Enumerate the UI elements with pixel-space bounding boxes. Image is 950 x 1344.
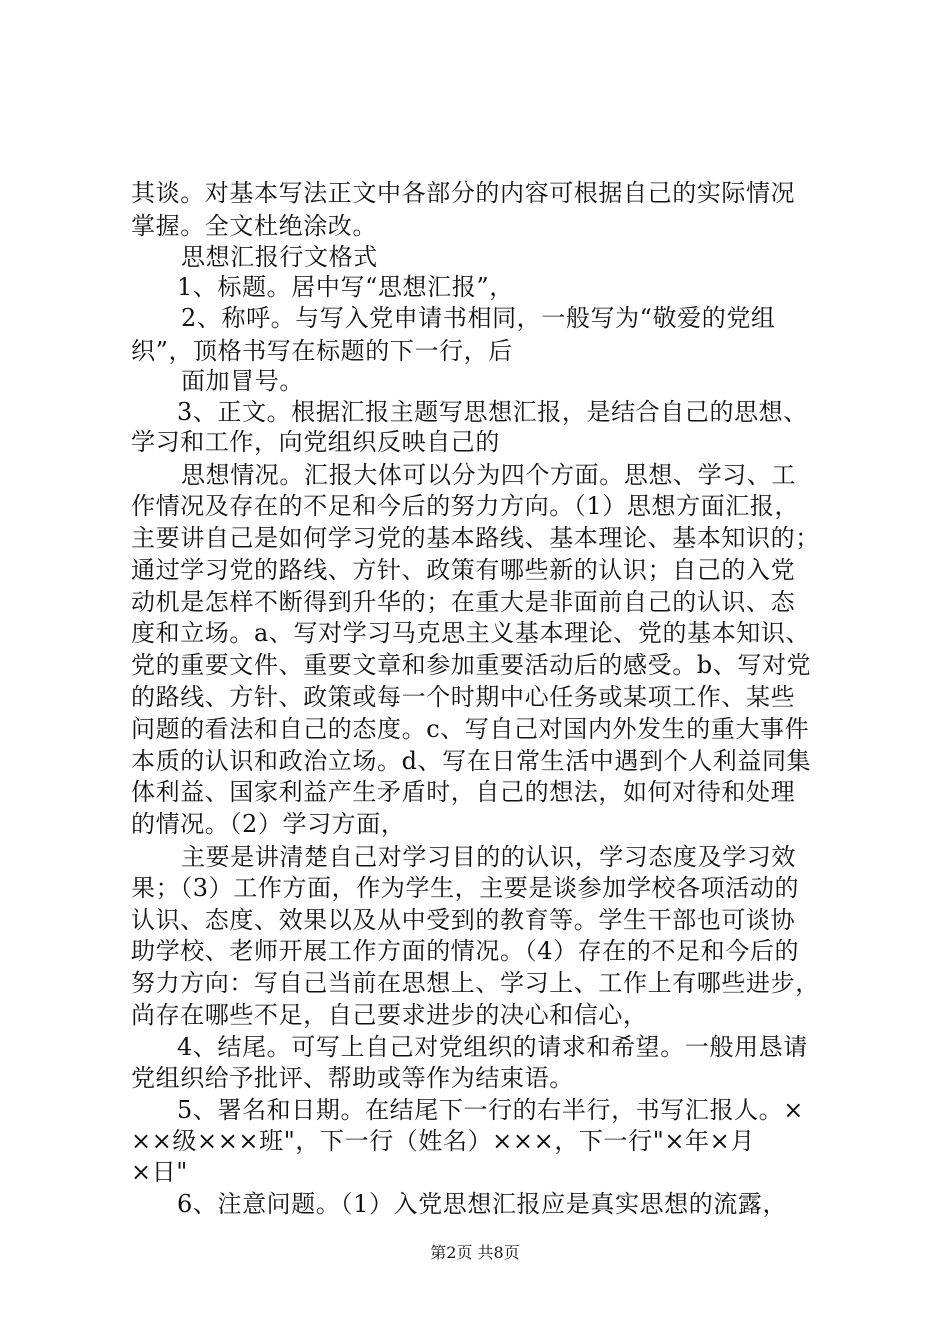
text-line: 其谈。对基本写法正文中各部分的内容可根据自己的实际情况	[131, 179, 796, 207]
section-heading: 思想汇报行文格式	[181, 243, 378, 271]
text-line: 果；（3）工作方面，作为学生，主要是谈参加学校各项活动的	[131, 874, 800, 902]
text-line: 本质的认识和政治立场。d、写在日常生活中遇到个人利益同集	[131, 747, 812, 775]
text-line: 度和立场。a、写对学习马克思主义基本理论、党的基本知识、	[131, 619, 811, 647]
text-line: 努力方向：写自己当前在思想上、学习上、工作上有哪些进步，	[131, 969, 820, 997]
text-line: 4、结尾。可写上自己对党组织的请求和希望。一般用恳请	[177, 1033, 808, 1061]
text-line: 动机是怎样不断得到升华的；在重大是非面前自己的认识、态	[131, 588, 796, 616]
text-line: 党组织给予批评、帮助或等作为结束语。	[131, 1064, 574, 1092]
text-line: 面加冒号。	[181, 367, 304, 395]
text-line: 体利益、国家利益产生矛盾时，自己的想法，如何对待和处理	[131, 778, 796, 806]
text-line: ××级×××班"，下一行（姓名）×××，下一行"×年×月	[131, 1127, 755, 1155]
text-line: 6、注意问题。（1）入党思想汇报应是真实思想的流露，	[177, 1190, 788, 1218]
text-line: 作情况及存在的不足和今后的努力方向。（1）思想方面汇报，	[131, 492, 800, 520]
text-line: 3、正文。根据汇报主题写思想汇报，是结合自己的思想、	[177, 398, 808, 426]
text-line: 1、标题。居中写“思想汇报”，	[177, 273, 514, 301]
text-line: 党的重要文件、重要文章和参加重要活动后的感受。b、写对党	[131, 651, 812, 679]
text-line: 2、称呼。与写入党申请书相同，一般写为“敬爱的党组	[181, 304, 776, 332]
text-line: 的情况。（2）学习方面，	[131, 810, 406, 838]
text-line: 主要是讲清楚自己对学习目的的认识，学习态度及学习效	[181, 843, 796, 871]
text-line: ×日"	[131, 1158, 188, 1186]
text-line: 助学校、老师开展工作方面的情况。（4）存在的不足和今后的	[131, 937, 800, 965]
text-line: 的路线、方针、政策或每一个时期中心任务或某项工作、某些	[131, 683, 796, 711]
text-line: 通过学习党的路线、方针、政策有哪些新的认识；自己的入党	[131, 556, 796, 584]
text-line: 思想情况。汇报大体可以分为四个方面。思想、学习、工	[181, 461, 796, 489]
text-line: 认识、态度、效果以及从中受到的教育等。学生干部也可谈协	[131, 906, 796, 934]
text-line: 掌握。全文杜绝涂改。	[131, 212, 377, 240]
text-line: 主要讲自己是如何学习党的基本路线、基本理论、基本知识的；	[131, 524, 820, 552]
text-line: 学习和工作，向党组织反映自己的	[131, 428, 500, 456]
text-line: 织”，顶格书写在标题的下一行，后	[131, 337, 513, 365]
text-line: 尚存在哪些不足，自己要求进步的决心和信心，	[131, 1001, 648, 1029]
text-line: 问题的看法和自己的态度。c、写自己对国内外发生的重大事件	[131, 715, 810, 743]
text-line: 5、署名和日期。在结尾下一行的右半行，书写汇报人。×	[177, 1096, 804, 1124]
page-number-footer: 第2页 共8页	[430, 1243, 520, 1262]
